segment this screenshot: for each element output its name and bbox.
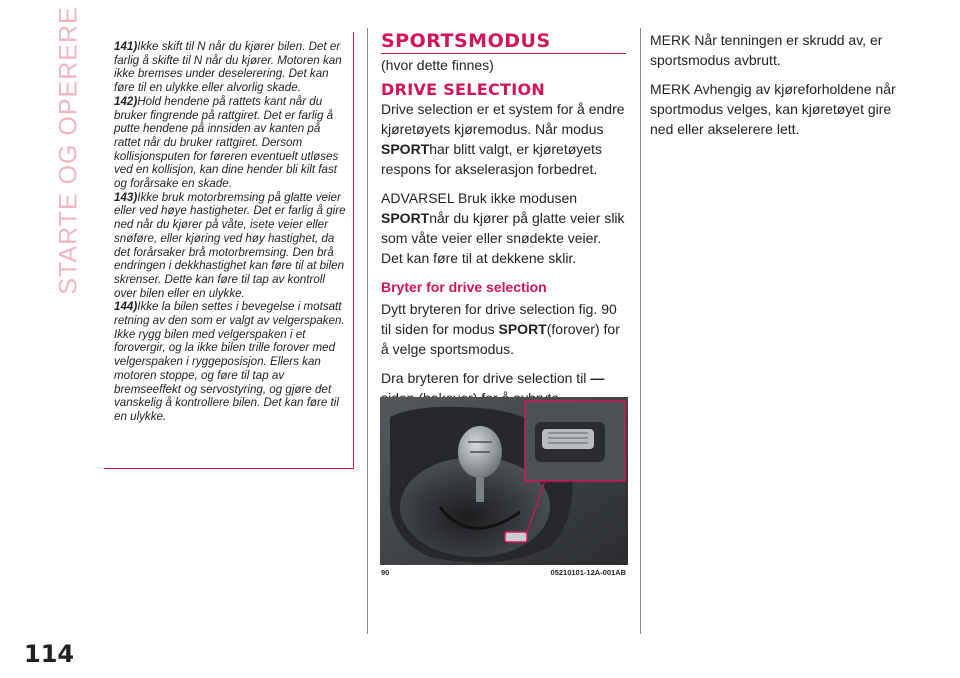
- text: Dra bryteren for drive selection til: [381, 370, 591, 386]
- warning-text: Ikke skift til N når du kjører bilen. Det er farlig å skifte til N når du kjører. Motoren kan ikke bremses under deselerering. Det kan føre til en ulykke eller alvorlig skade.: [114, 40, 342, 95]
- warning-number: 144): [114, 300, 138, 314]
- subheading-availability: (hvor dette finnes): [381, 57, 494, 73]
- text: har blitt valgt, er kjøretøyets respons for akselerasjon forbedret.: [381, 141, 602, 177]
- paragraph-advarsel: [381, 188, 626, 268]
- gear-shifter-illustration: [380, 397, 628, 565]
- warning-142: [114, 95, 349, 191]
- warnings-box: [104, 32, 354, 469]
- section-side-title: [54, 5, 84, 295]
- heading-drive-selection: DRIVE SELECTION: [381, 80, 546, 99]
- heading-sportsmodus: SPORTSMODUS: [381, 30, 626, 54]
- warning-143: [114, 191, 349, 301]
- warning-144: [114, 300, 349, 423]
- column-divider-right: [640, 28, 641, 634]
- sportsmodus-column: [381, 30, 626, 437]
- warning-number: 143): [114, 190, 138, 204]
- paragraph-push-switch: [381, 299, 626, 359]
- dash-symbol: —: [590, 370, 605, 386]
- figure-code: 05210101-12A-001AB: [550, 568, 626, 577]
- text: (forover) for å velge sportsmodus.: [381, 321, 620, 357]
- warning-text: Ikke bruk motorbremsing på glatte veier eller ved høye hastigheter. Det er farlig å gire ned når du kjører på våte, isete veier eller snøføre, eller kjøring ved høy hastighet, da det forårsaker brå motorbremsing. Den brå endringen i dekkhastighet kan føre til at bilen skrenser. Dette kan føre til tap av kontroll over bilen eller en ulykke.: [114, 190, 346, 300]
- warning-number: 142): [114, 94, 138, 108]
- note-driving-conditions: MERK Avhengig av kjøreforholdene når sportmodus velges, kan kjøretøyet gire ned eller akselerere lett.: [650, 81, 896, 137]
- warning-text: Ikke la bilen settes i bevegelse i motsatt retning av den som er valgt av velgerspaken. Ikke rygg bilen med velgerspaken i et forovergir, og la ikke bilen trille forover med velgerspaken i ryggeposisjon. Ellers kan motoren stoppe, og føre til tap av bremseeffekt og servostyring, og gjøre det vanskelig å kontrollere bilen. Det kan føre til en ulykke.: [114, 300, 345, 423]
- warning-141: [114, 40, 349, 95]
- notes-column: [650, 30, 910, 148]
- page-number: 114: [24, 640, 75, 668]
- column-divider-left: [367, 28, 368, 634]
- warning-number: 141): [114, 40, 138, 53]
- text: når du kjører på glatte veier slik som våte veier eller snødekte veier. Det kan føre til at dekkene sklir.: [381, 210, 625, 266]
- figure-number: 90: [381, 568, 390, 577]
- text: Drive selection er et system for å endre kjøretøyets kjøremodus. Når modus: [381, 101, 625, 137]
- mode-label: SPORT: [381, 210, 430, 226]
- text: Dytt bryteren for drive selection fig. 90 til siden for modus: [381, 301, 617, 337]
- figure-gear-shifter: [380, 397, 628, 565]
- mode-label: SPORT: [498, 321, 547, 337]
- note-ignition: MERK Når tenningen er skrudd av, er sportsmodus avbrutt.: [650, 32, 883, 68]
- paragraph-drive-selection: [381, 99, 626, 179]
- mode-label: SPORT: [381, 141, 430, 157]
- heading-bryter: Bryter for drive selection: [381, 279, 547, 295]
- warning-text: Hold hendene på rattets kant når du bruker fingrende på rattgiret. Det er farlig å putte hendene på innsiden av kanten på rattet når du bruker rattgiret. Dersom kollisjonsputen for føreren eventuelt utløses ved en kollisjon, kan dine hender bli kilt fast og forårsake en skade.: [114, 94, 339, 191]
- section-title-text: STARTE OG OPERERE: [54, 5, 83, 295]
- text: ADVARSEL Bruk ikke modusen: [381, 190, 578, 206]
